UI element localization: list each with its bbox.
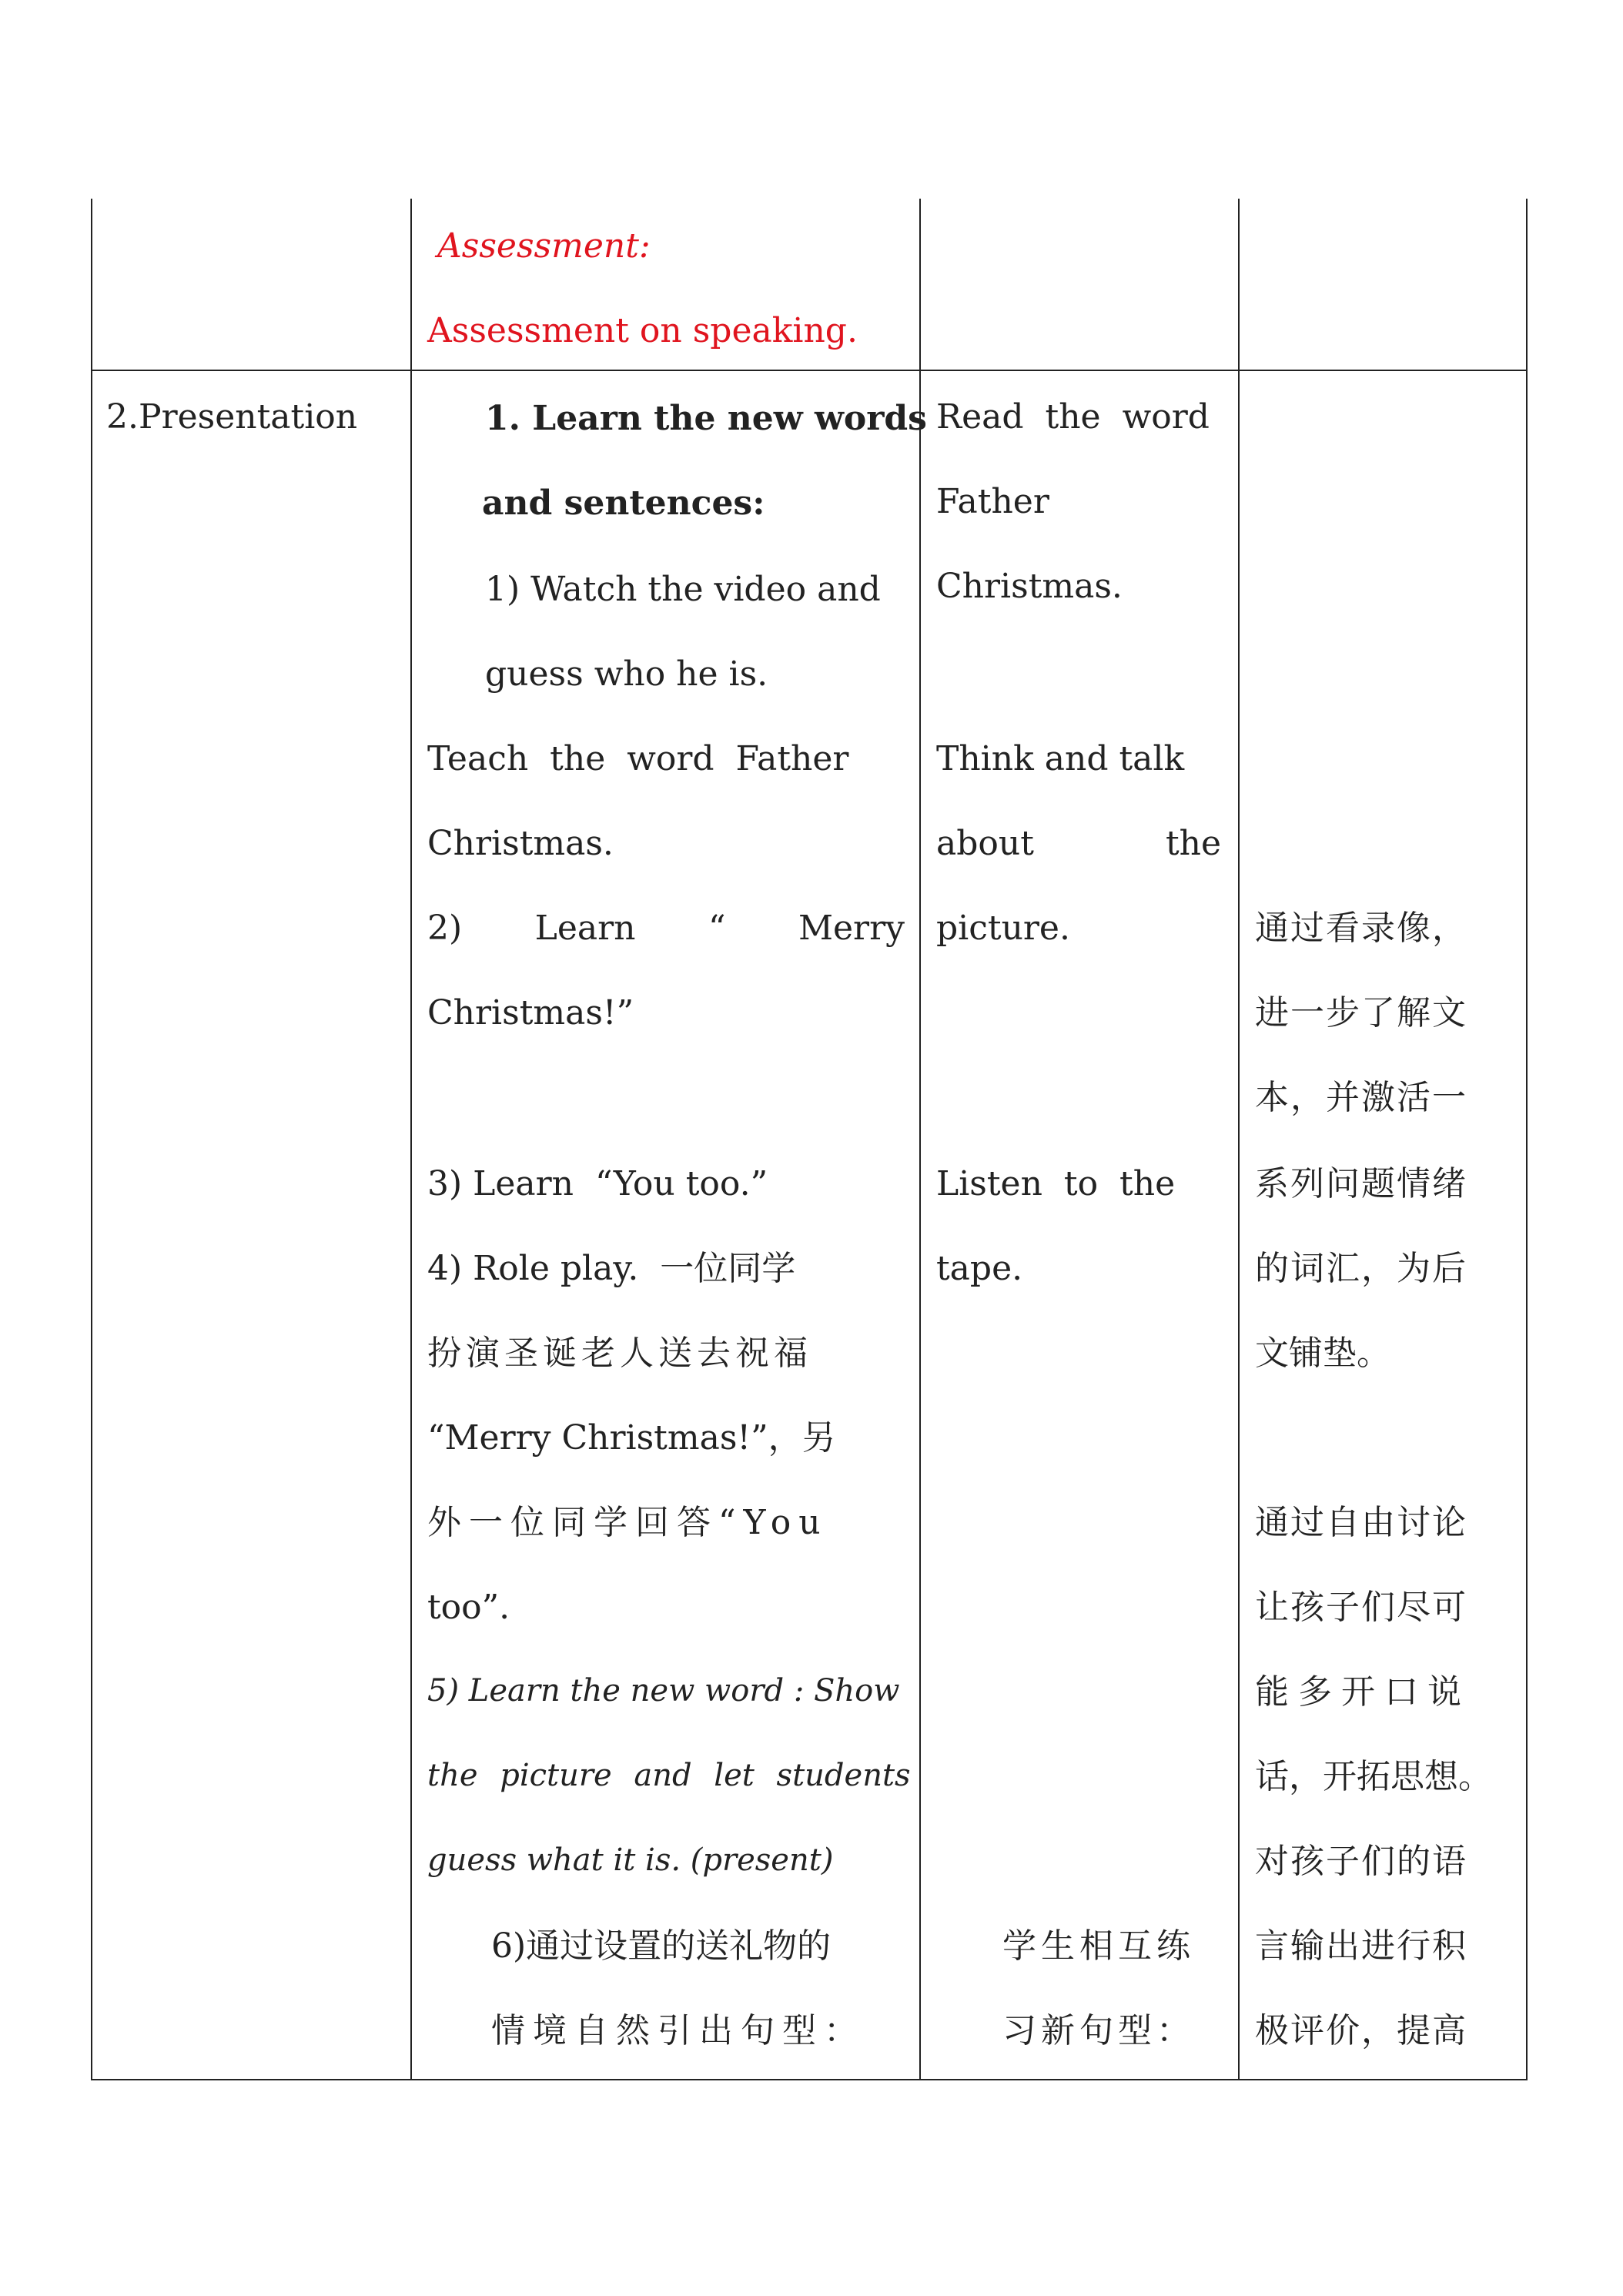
table-border-left: [91, 199, 92, 2080]
student-line: picture.: [936, 909, 1070, 948]
content-line: 5) Learn the new word : Show: [427, 1673, 900, 1709]
assessment-text: Assessment on speaking.: [427, 311, 858, 350]
content-word: 2): [427, 909, 463, 948]
intent-line: 极评价，提高: [1255, 2011, 1467, 2050]
student-line: tape.: [936, 1249, 1023, 1288]
content-line: Christmas!”: [427, 993, 634, 1033]
intent-line: 进一步了解文: [1255, 993, 1467, 1033]
content-line: Christmas.: [427, 824, 614, 863]
student-line: [936, 824, 1221, 863]
intent-line: 能多开口说: [1255, 1672, 1471, 1712]
student-line: Father: [936, 482, 1049, 521]
intent-line: 话，开拓思想。: [1255, 1757, 1492, 1796]
table-row-divider: [91, 370, 1528, 371]
student-line: Listen to the: [936, 1164, 1176, 1203]
student-line: Read the word: [936, 397, 1210, 437]
content-line: 外一位同学回答“You: [427, 1503, 828, 1542]
content-word: Merry: [798, 909, 905, 948]
table-border-col3: [1238, 199, 1240, 2080]
student-word: the: [1165, 824, 1221, 863]
intent-line: 本，并激活一: [1255, 1078, 1467, 1117]
student-word: about: [936, 824, 1034, 863]
intent-line: 通过自由讨论: [1255, 1503, 1467, 1542]
step-title: 2.Presentation: [106, 397, 358, 437]
intent-line: 对孩子们的语: [1255, 1842, 1467, 1881]
content-line: 扮演圣诞老人送去祝福: [427, 1334, 812, 1373]
intent-line: 文铺垫。: [1255, 1334, 1390, 1373]
intent-line: 让孩子们尽可: [1255, 1588, 1467, 1627]
content-line: 3) Learn “You too.”: [427, 1164, 768, 1203]
table-border-bottom: [91, 2079, 1528, 2080]
content-line: “Merry Christmas!”，另: [427, 1418, 836, 1458]
content-line: 1) Watch the video and: [485, 570, 881, 609]
content-line: too”.: [427, 1588, 510, 1627]
content-line: 6)通过设置的送礼物的: [491, 1926, 832, 1966]
intent-line: 言输出进行积: [1255, 1926, 1467, 1966]
content-line: 4) Role play. 一位同学: [427, 1249, 796, 1288]
content-word: “: [708, 909, 726, 948]
student-line: 学生相互练: [1002, 1926, 1195, 1966]
intent-line: 的词汇，为后: [1255, 1249, 1467, 1288]
content-line: [427, 909, 905, 948]
student-line: Think and talk: [936, 739, 1185, 778]
table-border-right: [1526, 199, 1528, 2080]
content-word: Learn: [534, 909, 636, 948]
content-line: 1. Learn the new words: [485, 399, 927, 438]
table-border-col1: [410, 199, 412, 2080]
content-line: and sentences:: [482, 484, 765, 523]
content-line: guess who he is.: [485, 654, 768, 694]
content-line: guess what it is. (present): [427, 1842, 834, 1878]
student-line: Christmas.: [936, 567, 1123, 606]
intent-line: 系列问题情绪: [1255, 1164, 1467, 1203]
content-line: the picture and let students: [427, 1758, 911, 1793]
student-line: 习新句型：: [1002, 2011, 1195, 2050]
content-line: 情境自然引出句型：: [491, 2011, 865, 2050]
content-line: Teach the word Father: [427, 739, 849, 778]
table-border-col2: [919, 199, 921, 2080]
intent-line: 通过看录像，: [1255, 909, 1467, 948]
assessment-label: Assessment:: [437, 226, 651, 266]
